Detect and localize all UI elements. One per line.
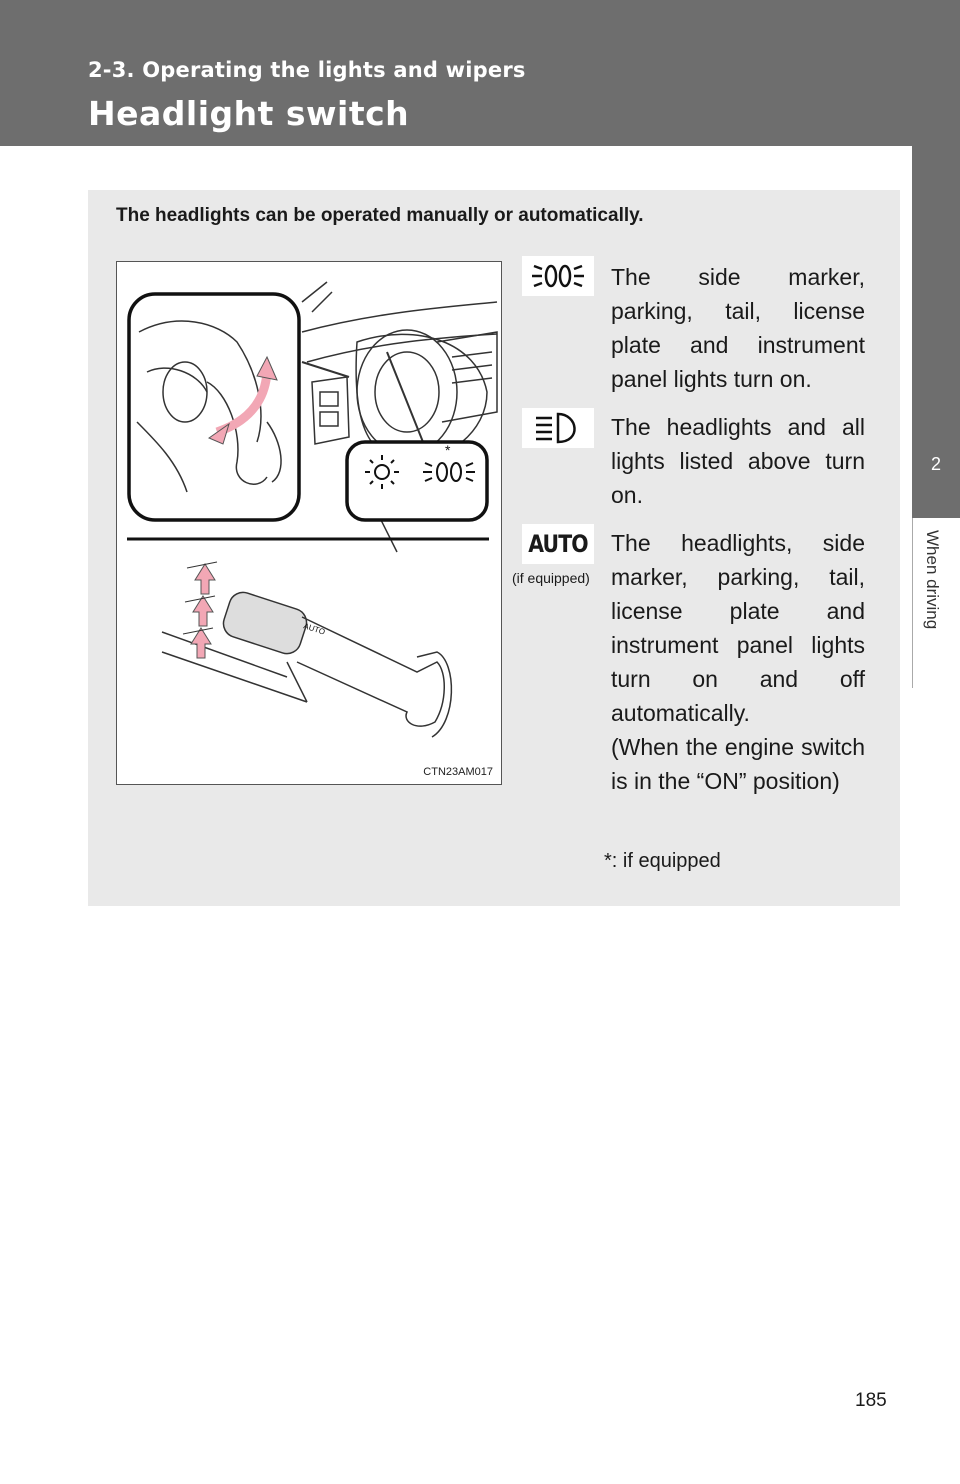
figure-code: CTN23AM017 <box>423 766 493 778</box>
chapter-tab-number: 2 <box>912 410 960 518</box>
lever-auto-label: AUTO <box>302 621 327 637</box>
item-side-marker-text: The side marker, parking, tail, license plate and instrument panel lights turn on. <box>611 264 865 392</box>
side-tab-upper <box>912 146 960 410</box>
auto-icon <box>522 524 594 564</box>
headlight-icon <box>522 408 594 448</box>
page-number: 185 <box>855 1390 887 1411</box>
figure-asterisk: * <box>445 442 451 458</box>
item-auto-text <box>611 526 865 798</box>
auto-icon-text: AUTO <box>528 530 588 558</box>
headlight-switch-illustration <box>117 262 501 784</box>
footnote: *: if equipped <box>604 850 721 872</box>
chapter-tab-label: When driving <box>923 530 942 630</box>
headlight-switch-figure <box>116 261 502 785</box>
item-headlight-text: The headlights and all lights listed above turn on. <box>611 414 865 508</box>
page-title: Headlight switch <box>88 94 410 133</box>
section-title: 2-3. Operating the lights and wipers <box>88 58 526 82</box>
side-marker-lights-icon <box>522 256 594 296</box>
item-auto-description: The headlights, side marker, parking, tail, license plate and instrument panel lights turn on and off automatically. <box>611 530 865 726</box>
intro-text: The headlights can be operated manually or automatically. <box>116 205 644 226</box>
page-header <box>0 0 960 146</box>
item-auto-condition: (When the engine switch is in the “ON” position) <box>611 734 865 794</box>
if-equipped-note: (if equipped) <box>512 570 590 586</box>
